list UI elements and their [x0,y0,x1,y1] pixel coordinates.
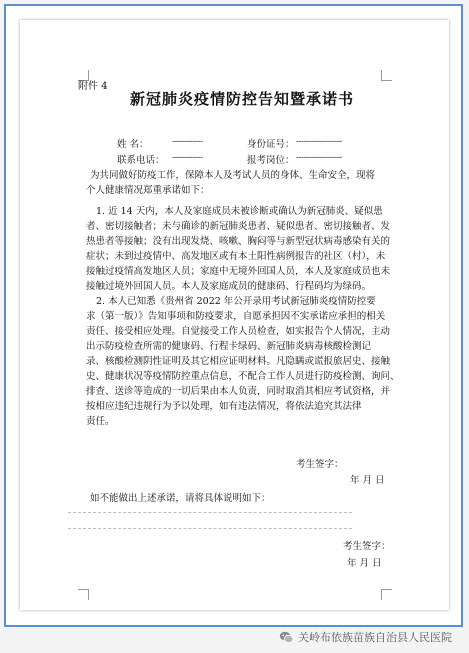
wechat-icon [279,630,294,645]
signature-label-1: 考生签字： [296,459,344,470]
crop-mark-bottom-left [78,589,89,600]
text-line: 接触过疫情高发地区人员；家庭中无境外回国人员，本人及家庭成员也未 [86,266,391,277]
name-label: 姓 名： [117,139,149,150]
text-line: 1. 近 14 天内，本人及家庭成员未被诊断或确认为新冠肺炎、疑似患 [96,206,383,217]
date-line-1: 年 月 日 [350,475,385,486]
text-line: 个人健康情况郑重承诺如下： [86,185,210,196]
phone-label: 联系电话： [117,155,165,166]
crop-mark-bottom-right [381,589,392,600]
explanation-line [68,528,352,529]
signature-label-2: 考生签字： [343,541,391,552]
date-line-2: 年 月 日 [347,558,382,569]
id-number-value: ------------------ [296,137,342,147]
crop-mark-top-right [381,70,392,81]
name-value: ------------ [172,137,203,147]
unable-to-commit-note: 如不能做出上述承诺，请将具体说明如下： [90,493,271,504]
commitment-item-1 [86,204,392,294]
text-line: 接触过境外回国人员。本人及家庭成员的健康码、行程码均为绿码。 [86,281,372,292]
text-line: 症状；未到过疫情中、高发地区或有本土阳性病例报告的社区（村），未 [86,251,386,262]
document-title: 新冠肺炎疫情防控告知暨承诺书 [130,90,355,108]
text-line: 录、核酸检测阴性证明及其它相应证明材料。凡隐瞒或谎报旅居史、接触 [86,356,391,367]
annex-label: 附件 4 [78,81,108,92]
text-line: 为共同做好防疫工作，保障本人及考试人员的身体、生命安全，现将 [90,170,376,181]
text-line: 者、密切接触者；未与确诊的新冠肺炎患者、疑似患者、密切接触者、发 [86,221,391,232]
id-number-label: 身份证号： [247,139,295,150]
position-label: 报考岗位： [247,155,295,166]
explanation-line [68,512,352,513]
text-line: 责任、接受相应处理。自觉接受工作人员检查，如实报告个人情况，主动 [86,326,391,337]
position-value: ------------------ [296,153,342,163]
text-line: 按相应违纪违规行为予以处理，如有违法情况，将依法追究其法律 [86,401,362,412]
text-line: 史、健康状况等疫情防控重点信息，不配合工作人员进行防疫检测、询问、 [86,371,400,382]
watermark-text: 关岭布依族苗族自治县人民医院 [298,631,452,644]
text-line: 责任。 [86,416,115,427]
text-line: 求（第一版）》告知事项和防疫要求，自愿承担因不实承诺应承担的相关 [86,311,386,322]
text-line: 2. 本人已知悉《贵州省 2022 年公开录用考试新冠肺炎疫情防控要 [96,296,376,307]
intro-paragraph [86,168,392,198]
text-line: 排查、送诊等造成的一切后果由本人负责，同时取消其相应考试资格，并 [86,386,391,397]
phone-value: ------------ [172,153,203,163]
text-line: 热患者等接触；没有出现发烧、咳嗽、胸闷等与新型冠状病毒感染有关的 [86,236,391,247]
watermark [279,629,452,645]
commitment-item-2 [86,294,400,429]
text-line: 出示防疫检查所需的健康码、行程卡绿码、新冠肺炎病毒核酸检测记 [86,341,372,352]
